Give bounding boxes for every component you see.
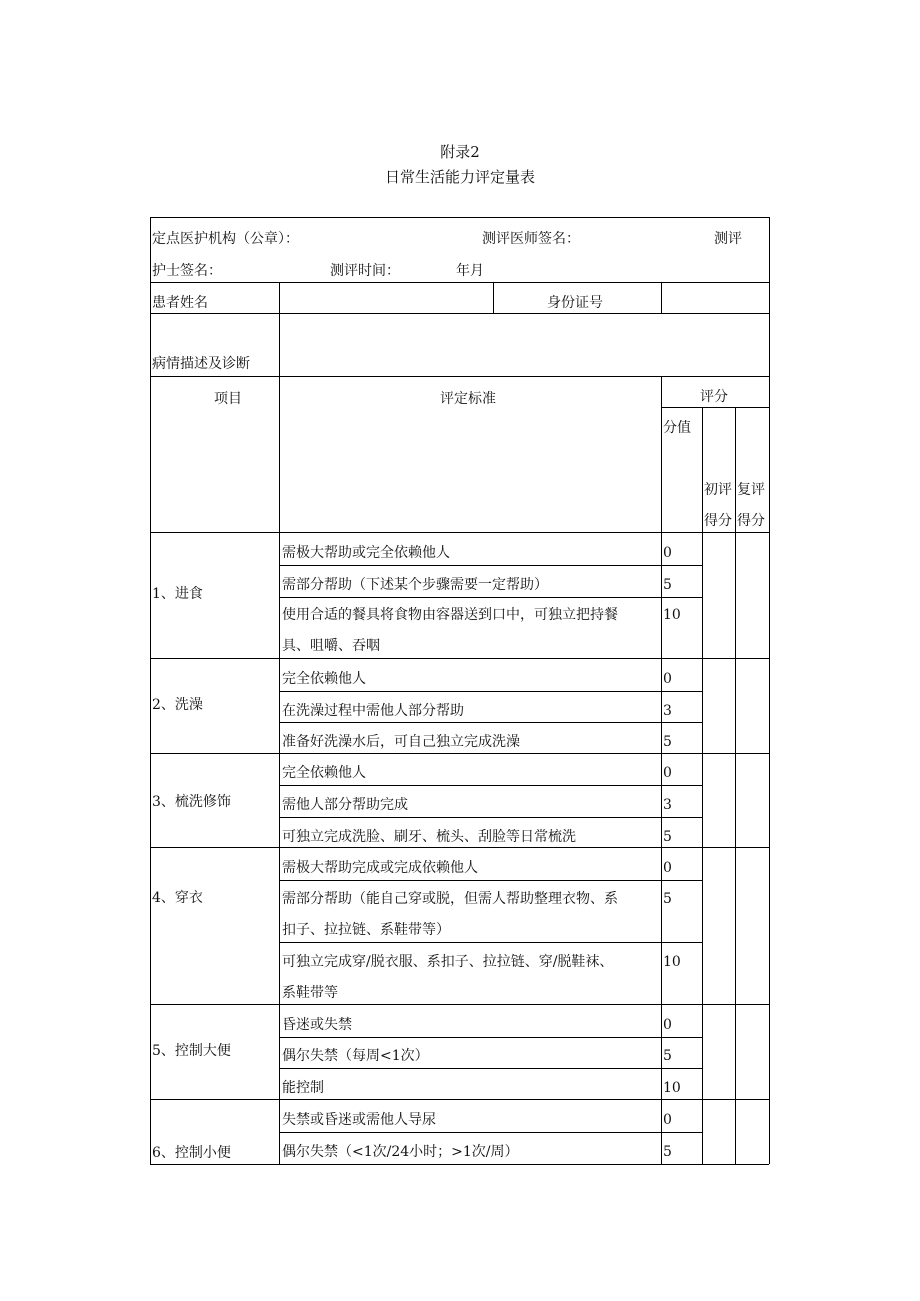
item-name: 2、洗澡 [152,697,203,713]
appendix-label: 附录2 [440,143,480,161]
criteria-value: 10 [663,1080,681,1096]
row-divider [279,597,702,598]
criteria-value: 10 [663,607,681,623]
year-month-label: 年月 [456,263,484,279]
doctor-sign-label: 测评医师签名： [482,231,580,247]
criteria-value: 0 [663,545,672,561]
criteria-text: 需极大帮助完成或完成依赖他人 [282,860,478,876]
item-name: 4、穿衣 [152,890,203,906]
col-divider [493,282,494,313]
page-title: 日常生活能力评定量表 [384,168,535,186]
criteria-text: 完全依赖他人 [282,765,366,781]
row-divider [150,753,769,754]
row-divider [279,565,702,566]
col-divider [661,282,662,313]
row-divider [279,691,702,692]
criteria-text: 可独立完成洗脸、刷牙、梳头、刮脸等日常梳洗 [282,829,576,845]
second-assess-header-1: 复评 [737,482,765,498]
criteria-text: 完全依赖他人 [282,671,366,687]
row-divider [150,282,769,283]
item-name: 1、进食 [152,586,203,602]
score-header-divider [661,407,769,408]
criteria-header: 评定标准 [440,391,496,407]
criteria-text: 系鞋带等 [282,985,338,1001]
criteria-text: 需部分帮助（下述某个步骤需要一定帮助） [282,577,548,593]
criteria-text: 偶尔失禁（<1次/24小时；>1次/周） [282,1144,519,1160]
row-divider [150,376,769,377]
criteria-text: 需部分帮助（能自己穿或脱，但需人帮助整理衣物、系 [282,891,618,907]
table-border [150,217,151,1164]
item-header: 项目 [214,391,242,407]
first-assess-header-2: 得分 [704,513,732,529]
criteria-text: 需他人部分帮助完成 [282,797,408,813]
table-border [150,217,769,218]
condition-label: 病情描述及诊断 [152,356,250,372]
col-divider [279,376,280,1164]
criteria-value: 0 [663,1017,672,1033]
criteria-value: 10 [663,954,681,970]
criteria-value: 0 [663,765,672,781]
row-divider [150,1099,769,1100]
item-name: 5、控制大便 [152,1043,231,1059]
criteria-text: 能控制 [282,1080,324,1096]
institution-label: 定点医护机构（公章）： [152,231,299,247]
row-divider [279,1132,702,1133]
row-divider [279,785,702,786]
row-divider [279,817,702,818]
criteria-text: 使用合适的餐具将食物由容器送到口中，可独立把持餐 [282,607,618,623]
criteria-text: 具、咀嚼、吞咽 [282,638,380,654]
criteria-value: 5 [663,577,672,593]
nurse-sign-label: 护士签名： [152,263,222,279]
row-divider [150,313,769,314]
criteria-value: 5 [663,734,672,750]
criteria-text: 失禁或昏迷或需他人导尿 [282,1112,436,1128]
col-divider [735,407,736,1164]
col-divider [702,407,703,1164]
row-divider [279,880,702,881]
criteria-text: 偶尔失禁（每周<1次） [282,1048,429,1064]
criteria-value: 5 [663,829,672,845]
row-divider [279,722,702,723]
criteria-value: 0 [663,1112,672,1128]
criteria-text: 扣子、拉拉链、系鞋带等） [282,922,450,938]
criteria-text: 在洗澡过程中需他人部分帮助 [282,703,464,719]
row-divider [279,942,702,943]
assess-label: 测评 [714,231,742,247]
criteria-text: 昏迷或失禁 [282,1017,352,1033]
score-header: 评分 [700,389,728,405]
table-border [150,1164,769,1165]
criteria-value: 0 [663,860,672,876]
col-divider [661,376,662,1164]
row-divider [150,532,769,533]
item-name: 6、控制小便 [152,1145,231,1161]
criteria-value: 3 [663,703,672,719]
row-divider [279,1068,702,1069]
id-number-label: 身份证号 [547,295,603,311]
criteria-value: 5 [663,891,672,907]
table-border [769,217,770,1164]
criteria-text: 需极大帮助或完全依赖他人 [282,545,450,561]
criteria-value: 0 [663,671,672,687]
criteria-value: 3 [663,797,672,813]
row-divider [150,1004,769,1005]
second-assess-header-2: 得分 [737,513,765,529]
patient-name-label: 患者姓名 [152,295,208,311]
row-divider [150,847,769,848]
criteria-text: 准备好洗澡水后，可自己独立完成洗澡 [282,734,520,750]
assess-time-label: 测评时间： [330,263,400,279]
criteria-value: 5 [663,1144,672,1160]
row-divider [150,658,769,659]
first-assess-header-1: 初评 [704,482,732,498]
col-divider [279,282,280,376]
criteria-value: 5 [663,1048,672,1064]
value-header: 分值 [663,420,691,436]
item-name: 3、梳洗修饰 [152,794,231,810]
criteria-text: 可独立完成穿/脱衣服、系扣子、拉拉链、穿/脱鞋袜、 [282,954,614,970]
row-divider [279,1037,702,1038]
